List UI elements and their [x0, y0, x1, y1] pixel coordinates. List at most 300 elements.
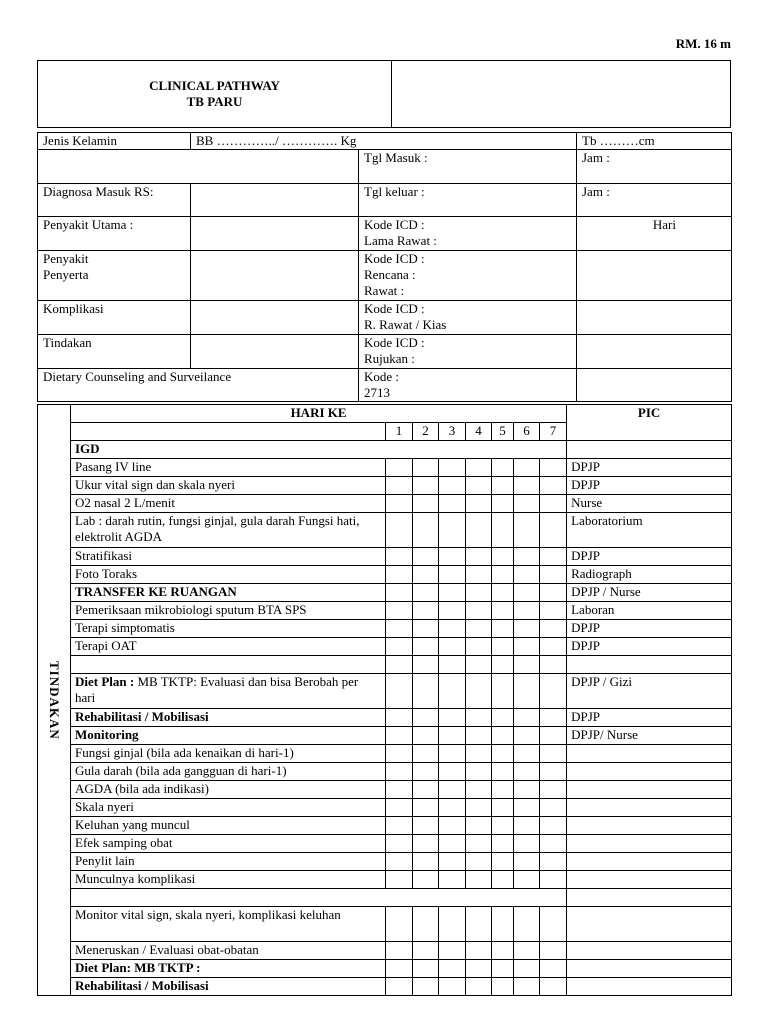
activity-row	[38, 817, 732, 835]
day-checkbox-5[interactable]	[492, 477, 514, 495]
day-checkbox-6[interactable]	[514, 817, 540, 835]
day-checkbox-5[interactable]	[492, 620, 514, 638]
day-checkbox-2[interactable]	[413, 674, 439, 709]
day-checkbox-1[interactable]	[386, 745, 413, 763]
day-checkbox-6[interactable]	[514, 602, 540, 620]
day-checkbox-7[interactable]	[540, 799, 567, 817]
activity-text: Lab : darah rutin, fungsi ginjal, gula darah Fungsi hati, elektrolit AGDA	[71, 513, 386, 548]
day-checkbox-4[interactable]	[466, 602, 492, 620]
day-checkbox-3[interactable]	[439, 584, 466, 602]
day-checkbox-7[interactable]	[540, 477, 567, 495]
pic-cell: DPJP / Nurse	[567, 584, 732, 602]
day-checkbox-1[interactable]	[386, 853, 413, 871]
activity-text: Rehabilitasi / Mobilisasi	[71, 709, 386, 727]
day-checkbox-7[interactable]	[540, 871, 567, 889]
pic-cell: DPJP / Gizi	[567, 674, 732, 709]
day-checkbox-1[interactable]	[386, 835, 413, 853]
day-checkbox-4[interactable]	[466, 835, 492, 853]
day-checkbox-6[interactable]	[514, 781, 540, 799]
day-checkbox-1[interactable]	[386, 871, 413, 889]
day-checkbox-5[interactable]	[492, 727, 514, 745]
day-checkbox-4[interactable]	[466, 978, 492, 996]
day-checkbox-2[interactable]	[413, 907, 439, 942]
day-checkbox-6[interactable]	[514, 495, 540, 513]
tgl-keluar-label: Tgl keluar :	[359, 184, 577, 217]
day-checkbox-6[interactable]	[514, 978, 540, 996]
activity-row	[38, 907, 732, 942]
tb-field[interactable]: Tb ………cm	[577, 133, 732, 150]
day-checkbox-2[interactable]	[413, 584, 439, 602]
day-checkbox-1[interactable]	[386, 727, 413, 745]
patient-info-table	[37, 132, 732, 402]
day-checkbox-7[interactable]	[540, 656, 567, 674]
activity-row	[38, 441, 732, 459]
page-title	[38, 61, 392, 127]
day-header-2: 2	[413, 423, 439, 441]
day-checkbox-2[interactable]	[413, 513, 439, 548]
day-checkbox-4[interactable]	[466, 817, 492, 835]
activity-text	[71, 656, 386, 674]
day-checkbox-2[interactable]	[413, 763, 439, 781]
pic-cell: DPJP	[567, 548, 732, 566]
day-checkbox-3[interactable]	[439, 709, 466, 727]
day-checkbox-3[interactable]	[439, 763, 466, 781]
day-checkbox-4[interactable]	[466, 942, 492, 960]
day-checkbox-5[interactable]	[492, 495, 514, 513]
hari-ke-header: HARI KE	[71, 405, 567, 423]
activity-text: Penylit lain	[71, 853, 386, 871]
pic-cell	[567, 441, 732, 459]
activity-text: Rehabilitasi / Mobilisasi	[71, 978, 386, 996]
pic-header: PIC	[567, 405, 732, 441]
day-checkbox-7[interactable]	[540, 817, 567, 835]
penyakit-utama-value[interactable]	[191, 217, 359, 251]
day-checkbox-6[interactable]	[514, 960, 540, 978]
day-checkbox-1[interactable]	[386, 566, 413, 584]
day-checkbox-7[interactable]	[540, 495, 567, 513]
activity-text: Stratifikasi	[71, 548, 386, 566]
day-checkbox-5[interactable]	[492, 602, 514, 620]
activity-text: Terapi OAT	[71, 638, 386, 656]
day-checkbox-7[interactable]	[540, 513, 567, 548]
day-checkbox-5[interactable]	[492, 781, 514, 799]
day-checkbox-4[interactable]	[466, 638, 492, 656]
activity-text: TRANSFER KE RUANGAN	[71, 584, 386, 602]
day-checkbox-3[interactable]	[439, 907, 466, 942]
day-checkbox-3[interactable]	[439, 674, 466, 709]
day-checkbox-4[interactable]	[466, 960, 492, 978]
day-header-4: 4	[466, 423, 492, 441]
pic-cell: Laboran	[567, 602, 732, 620]
hari-label: Hari	[577, 217, 732, 251]
day-checkbox-4[interactable]	[466, 907, 492, 942]
activity-text: Keluhan yang muncul	[71, 817, 386, 835]
day-checkbox-7[interactable]	[540, 745, 567, 763]
day-checkbox-6[interactable]	[514, 871, 540, 889]
day-checkbox-1[interactable]	[386, 763, 413, 781]
bb-field[interactable]: BB …………../ …………. Kg	[191, 133, 577, 150]
day-checkbox-5[interactable]	[492, 674, 514, 709]
day-checkbox-4[interactable]	[466, 584, 492, 602]
day-checkbox-3[interactable]	[439, 871, 466, 889]
activity-row	[38, 513, 732, 548]
pic-cell	[567, 978, 732, 996]
activity-text: Meneruskan / Evaluasi obat-obatan	[71, 942, 386, 960]
tindakan-value[interactable]	[191, 335, 359, 369]
day-checkbox-3[interactable]	[439, 745, 466, 763]
day-checkbox-6[interactable]	[514, 638, 540, 656]
kode-icd-rencana-rawat	[359, 251, 577, 301]
activity-row	[38, 602, 732, 620]
day-checkbox-3[interactable]	[439, 960, 466, 978]
rencana-label: Rencana :	[364, 267, 416, 282]
day-checkbox-1[interactable]	[386, 548, 413, 566]
day-checkbox-5[interactable]	[492, 853, 514, 871]
day-checkbox-7[interactable]	[540, 566, 567, 584]
pic-cell	[567, 799, 732, 817]
day-checkbox-2[interactable]	[413, 781, 439, 799]
day-checkbox-3[interactable]	[439, 548, 466, 566]
day-checkbox-7[interactable]	[540, 674, 567, 709]
day-checkbox-3[interactable]	[439, 513, 466, 548]
pic-cell: DPJP/ Nurse	[567, 727, 732, 745]
day-checkbox-1[interactable]	[386, 584, 413, 602]
day-checkbox-5[interactable]	[492, 459, 514, 477]
activity-text: Ukur vital sign dan skala nyeri	[71, 477, 386, 495]
day-checkbox-6[interactable]	[514, 548, 540, 566]
day-checkbox-1[interactable]	[386, 942, 413, 960]
day-checkbox-2[interactable]	[413, 817, 439, 835]
day-checkbox-3[interactable]	[439, 459, 466, 477]
activity-text	[71, 889, 567, 907]
day-checkbox-6[interactable]	[514, 459, 540, 477]
day-checkbox-2[interactable]	[413, 835, 439, 853]
day-checkbox-2[interactable]	[413, 799, 439, 817]
day-checkbox-5[interactable]	[492, 978, 514, 996]
day-checkbox-3[interactable]	[439, 799, 466, 817]
day-checkbox-1[interactable]	[386, 638, 413, 656]
activity-text: Gula darah (bila ada gangguan di hari-1)	[71, 763, 386, 781]
day-checkbox-3[interactable]	[439, 853, 466, 871]
day-checkbox-7[interactable]	[540, 978, 567, 996]
day-checkbox-1[interactable]	[386, 709, 413, 727]
day-checkbox-1[interactable]	[386, 799, 413, 817]
day-checkbox-2[interactable]	[413, 853, 439, 871]
day-checkbox-5[interactable]	[492, 566, 514, 584]
day-checkbox-4[interactable]	[466, 781, 492, 799]
day-checkbox-5[interactable]	[492, 745, 514, 763]
day-checkbox-1[interactable]	[386, 817, 413, 835]
pic-cell: Laboratorium	[567, 513, 732, 548]
day-checkbox-1[interactable]	[386, 960, 413, 978]
pic-cell	[567, 889, 732, 907]
day-checkbox-7[interactable]	[540, 960, 567, 978]
activity-row	[38, 781, 732, 799]
day-checkbox-6[interactable]	[514, 477, 540, 495]
day-checkbox-4[interactable]	[466, 566, 492, 584]
day-checkbox-5[interactable]	[492, 513, 514, 548]
day-checkbox-3[interactable]	[439, 620, 466, 638]
day-checkbox-6[interactable]	[514, 907, 540, 942]
day-checkbox-6[interactable]	[514, 853, 540, 871]
rujukan-label: Rujukan :	[364, 351, 415, 366]
pic-cell: DPJP	[567, 709, 732, 727]
jenis-kelamin-label: Jenis Kelamin	[38, 133, 191, 150]
day-checkbox-2[interactable]	[413, 709, 439, 727]
kode-icd-lama-rawat	[359, 217, 577, 251]
day-checkbox-6[interactable]	[514, 584, 540, 602]
day-checkbox-5[interactable]	[492, 656, 514, 674]
kode-icd-label: Kode ICD :	[364, 217, 425, 232]
day-checkbox-2[interactable]	[413, 942, 439, 960]
blank-cell	[577, 251, 732, 301]
day-checkbox-5[interactable]	[492, 907, 514, 942]
activities-table	[37, 404, 732, 996]
header-blank-box	[392, 61, 730, 127]
title-line-2: TB PARU	[186, 94, 243, 109]
day-checkbox-4[interactable]	[466, 548, 492, 566]
penyakit-utama-label: Penyakit Utama :	[38, 217, 191, 251]
day-checkbox-2[interactable]	[413, 727, 439, 745]
activity-text: Terapi simptomatis	[71, 620, 386, 638]
day-checkbox-7[interactable]	[540, 763, 567, 781]
day-checkbox-7[interactable]	[540, 907, 567, 942]
komplikasi-label: Komplikasi	[38, 301, 191, 335]
day-checkbox-3[interactable]	[439, 566, 466, 584]
activity-text: Efek samping obat	[71, 835, 386, 853]
pic-cell: DPJP	[567, 638, 732, 656]
activity-text: AGDA (bila ada indikasi)	[71, 781, 386, 799]
day-checkbox-3[interactable]	[439, 978, 466, 996]
day-checkbox-3[interactable]	[439, 602, 466, 620]
activity-text: Pasang IV line	[71, 459, 386, 477]
day-checkbox-5[interactable]	[492, 638, 514, 656]
activity-text: Munculnya komplikasi	[71, 871, 386, 889]
day-checkbox-4[interactable]	[466, 871, 492, 889]
activity-row	[38, 763, 732, 781]
day-checkbox-6[interactable]	[514, 566, 540, 584]
day-checkbox-5[interactable]	[492, 960, 514, 978]
activity-row	[38, 960, 732, 978]
day-checkbox-6[interactable]	[514, 656, 540, 674]
day-checkbox-5[interactable]	[492, 763, 514, 781]
activity-row	[38, 459, 732, 477]
rawat-label: Rawat :	[364, 283, 405, 298]
activity-row	[38, 727, 732, 745]
pic-cell	[567, 835, 732, 853]
day-checkbox-1[interactable]	[386, 978, 413, 996]
day-checkbox-7[interactable]	[540, 853, 567, 871]
blank-cell	[577, 301, 732, 335]
day-checkbox-1[interactable]	[386, 495, 413, 513]
blank-cell	[38, 150, 359, 184]
day-checkbox-4[interactable]	[466, 513, 492, 548]
day-checkbox-7[interactable]	[540, 620, 567, 638]
day-checkbox-6[interactable]	[514, 745, 540, 763]
day-checkbox-6[interactable]	[514, 674, 540, 709]
dietary-label: Dietary Counseling and Surveilance	[38, 369, 359, 402]
pic-cell: DPJP	[567, 620, 732, 638]
day-checkbox-4[interactable]	[466, 477, 492, 495]
activity-row	[38, 853, 732, 871]
day-checkbox-3[interactable]	[439, 495, 466, 513]
activities-body	[38, 405, 732, 996]
day-checkbox-4[interactable]	[466, 459, 492, 477]
day-checkbox-4[interactable]	[466, 799, 492, 817]
activity-row	[38, 566, 732, 584]
day-checkbox-5[interactable]	[492, 548, 514, 566]
day-checkbox-6[interactable]	[514, 727, 540, 745]
day-checkbox-6[interactable]	[514, 835, 540, 853]
day-checkbox-2[interactable]	[413, 620, 439, 638]
activity-row	[38, 548, 732, 566]
activity-text: Monitoring	[71, 727, 386, 745]
kode-value: 2713	[364, 385, 390, 400]
day-checkbox-7[interactable]	[540, 459, 567, 477]
day-checkbox-1[interactable]	[386, 674, 413, 709]
day-checkbox-5[interactable]	[492, 799, 514, 817]
day-checkbox-7[interactable]	[540, 781, 567, 799]
pic-cell	[567, 960, 732, 978]
day-checkbox-4[interactable]	[466, 709, 492, 727]
side-label: TINDAKAN	[47, 660, 62, 740]
activity-row	[38, 871, 732, 889]
day-checkbox-3[interactable]	[439, 835, 466, 853]
day-checkbox-3[interactable]	[439, 638, 466, 656]
diagnosa-value[interactable]	[191, 184, 359, 217]
day-header-7: 7	[540, 423, 567, 441]
day-checkbox-6[interactable]	[514, 620, 540, 638]
penyakit-penyerta-line2: Penyerta	[43, 267, 89, 282]
day-checkbox-4[interactable]	[466, 727, 492, 745]
day-checkbox-7[interactable]	[540, 602, 567, 620]
day-checkbox-5[interactable]	[492, 835, 514, 853]
day-checkbox-2[interactable]	[413, 602, 439, 620]
activity-row	[38, 584, 732, 602]
activity-text: O2 nasal 2 L/menit	[71, 495, 386, 513]
day-checkbox-6[interactable]	[514, 763, 540, 781]
activity-text-bold: Diet Plan :	[75, 674, 135, 689]
day-checkbox-7[interactable]	[540, 584, 567, 602]
day-checkbox-4[interactable]	[466, 495, 492, 513]
blank-cell	[577, 369, 732, 402]
day-checkbox-6[interactable]	[514, 709, 540, 727]
pic-cell	[567, 781, 732, 799]
day-checkbox-1[interactable]	[386, 513, 413, 548]
day-checkbox-1[interactable]	[386, 656, 413, 674]
day-checkbox-6[interactable]	[514, 799, 540, 817]
day-checkbox-1[interactable]	[386, 781, 413, 799]
day-checkbox-6[interactable]	[514, 942, 540, 960]
day-checkbox-4[interactable]	[466, 656, 492, 674]
kode-icd-r-rawat	[359, 301, 577, 335]
day-checkbox-2[interactable]	[413, 960, 439, 978]
activity-row	[38, 745, 732, 763]
diagnosa-label: Diagnosa Masuk RS:	[38, 184, 191, 217]
day-checkbox-2[interactable]	[413, 638, 439, 656]
day-checkbox-7[interactable]	[540, 942, 567, 960]
pic-cell: DPJP	[567, 477, 732, 495]
day-checkbox-1[interactable]	[386, 602, 413, 620]
tgl-masuk-label: Tgl Masuk :	[359, 150, 577, 184]
day-checkbox-2[interactable]	[413, 656, 439, 674]
kode-dietary	[359, 369, 577, 402]
activity-text: Fungsi ginjal (bila ada kenaikan di hari-1)	[71, 745, 386, 763]
day-checkbox-1[interactable]	[386, 620, 413, 638]
title-line-1: CLINICAL PATHWAY	[149, 78, 280, 93]
day-checkbox-4[interactable]	[466, 853, 492, 871]
jam-keluar-label: Jam :	[577, 184, 732, 217]
day-checkbox-3[interactable]	[439, 817, 466, 835]
activity-text: IGD	[71, 441, 567, 459]
kode-label: Kode :	[364, 369, 400, 384]
pic-cell: Radiograph	[567, 566, 732, 584]
day-checkbox-3[interactable]	[439, 477, 466, 495]
penyakit-penyerta-line1: Penyakit	[43, 251, 89, 266]
pic-cell	[567, 745, 732, 763]
day-checkbox-2[interactable]	[413, 477, 439, 495]
pic-cell: DPJP	[567, 459, 732, 477]
tindakan-label: Tindakan	[38, 335, 191, 369]
day-checkbox-1[interactable]	[386, 459, 413, 477]
day-checkbox-1[interactable]	[386, 907, 413, 942]
day-checkbox-4[interactable]	[466, 620, 492, 638]
pic-cell	[567, 907, 732, 942]
activity-row	[38, 942, 732, 960]
day-checkbox-7[interactable]	[540, 548, 567, 566]
day-checkbox-3[interactable]	[439, 656, 466, 674]
day-checkbox-4[interactable]	[466, 674, 492, 709]
activity-row	[38, 674, 732, 709]
day-checkbox-2[interactable]	[413, 978, 439, 996]
activity-text: Foto Toraks	[71, 566, 386, 584]
day-checkbox-3[interactable]	[439, 942, 466, 960]
activity-row	[38, 656, 732, 674]
komplikasi-value[interactable]	[191, 301, 359, 335]
day-checkbox-2[interactable]	[413, 871, 439, 889]
day-checkbox-7[interactable]	[540, 709, 567, 727]
day-checkbox-7[interactable]	[540, 835, 567, 853]
day-checkbox-7[interactable]	[540, 638, 567, 656]
day-checkbox-3[interactable]	[439, 727, 466, 745]
day-checkbox-2[interactable]	[413, 459, 439, 477]
day-checkbox-5[interactable]	[492, 871, 514, 889]
day-checkbox-5[interactable]	[492, 817, 514, 835]
day-checkbox-7[interactable]	[540, 727, 567, 745]
day-checkbox-5[interactable]	[492, 584, 514, 602]
activity-text: Skala nyeri	[71, 799, 386, 817]
day-checkbox-3[interactable]	[439, 781, 466, 799]
pic-cell	[567, 871, 732, 889]
activity-row	[38, 799, 732, 817]
penyakit-penyerta-label	[38, 251, 191, 301]
day-checkbox-4[interactable]	[466, 745, 492, 763]
activity-row	[38, 620, 732, 638]
day-checkbox-5[interactable]	[492, 709, 514, 727]
kode-icd-label: Kode ICD :	[364, 335, 425, 350]
activity-row	[38, 638, 732, 656]
penyakit-penyerta-value[interactable]	[191, 251, 359, 301]
day-checkbox-2[interactable]	[413, 745, 439, 763]
day-checkbox-2[interactable]	[413, 548, 439, 566]
day-checkbox-5[interactable]	[492, 942, 514, 960]
day-checkbox-2[interactable]	[413, 495, 439, 513]
activity-text: Diet Plan: MB TKTP :	[71, 960, 386, 978]
day-checkbox-2[interactable]	[413, 566, 439, 584]
day-checkbox-4[interactable]	[466, 763, 492, 781]
day-checkbox-6[interactable]	[514, 513, 540, 548]
day-checkbox-1[interactable]	[386, 477, 413, 495]
